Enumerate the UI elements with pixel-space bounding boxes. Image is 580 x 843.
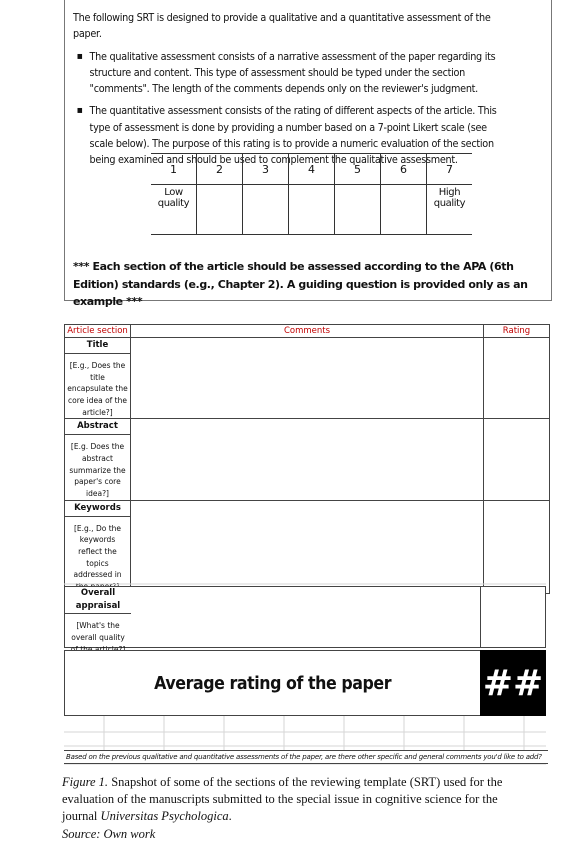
comments-cell[interactable] <box>131 338 484 419</box>
likert-point: 6 <box>381 154 427 185</box>
section-title: Keywords <box>65 501 130 517</box>
assessment-header-row <box>65 325 550 338</box>
section-guide: [E.g. Does the abstract summarize the paper's core idea?] <box>69 442 126 498</box>
appraisal-panel <box>64 582 546 767</box>
header-comments: Comments <box>131 325 484 338</box>
likert-point: 3 <box>243 154 289 185</box>
final-comments-question: Based on the previous qualitative and quantitative assessments of the paper, are there other specific and general comments you'd like to add? <box>64 750 548 764</box>
section-title: Title <box>65 338 130 354</box>
section-guide: [E.g., Do the keywords reflect the topics addressed in <box>73 523 122 580</box>
overall-appraisal-guide: [What's the overall quality <box>71 621 125 642</box>
overall-comments-cell[interactable] <box>131 586 480 648</box>
overall-appraisal-title: Overall appraisal <box>65 587 131 614</box>
section-guide: [E.g., Does the title encapsulate the core idea of the article?] <box>67 361 128 417</box>
section-title: Abstract <box>65 419 130 435</box>
figure-label: Figure 1. <box>62 775 109 789</box>
figure-source: Source: Own work <box>62 826 156 841</box>
table-row <box>65 500 550 593</box>
likert-point: 4 <box>289 154 335 185</box>
instructions-intro: The following SRT is designed to provide a qualitative and a quantitative assessment of the paper. <box>73 12 491 41</box>
bullet-qualitative: ▪ The qualitative assessment consists of a narrative assessment of the paper regarding its structure and content. This type of assessment should be typed under the section "comments". The length of the comments depends only on the reviewer's judgment. <box>90 49 506 98</box>
header-rating: Rating <box>484 325 550 338</box>
instructions-text <box>73 10 505 174</box>
table-row <box>65 419 550 500</box>
likert-labels-row <box>151 185 472 235</box>
rating-cell[interactable] <box>484 500 550 593</box>
overall-rating-cell[interactable] <box>480 586 546 648</box>
likert-low-label: Low quality <box>151 185 197 235</box>
rating-cell[interactable] <box>484 419 550 500</box>
caption-text <box>62 774 530 825</box>
rating-cell[interactable] <box>484 338 550 419</box>
average-rating-value: ## <box>480 650 546 716</box>
comments-cell[interactable] <box>131 500 484 593</box>
overall-appraisal-cell <box>64 586 132 648</box>
apa-note: *** Each section of the article should be assessed according to the APA (6th Edition) standards (e.g., Chapter 2). A guiding question is provided only as an example *** <box>73 260 528 309</box>
likert-scale-table <box>151 153 472 235</box>
assessment-table <box>64 324 550 594</box>
instructions-bullets <box>73 49 505 169</box>
section-cell <box>65 338 131 419</box>
section-cell <box>65 500 131 593</box>
table-row <box>65 338 550 419</box>
caption-body: Snapshot of some of the sections of the reviewing template (SRT) used for the evaluation of the manuscripts submitted to the special issue in cognitive science for the journal <box>62 775 503 823</box>
caption-end: . <box>228 808 232 823</box>
average-rating-label: Average rating of the paper <box>154 672 392 694</box>
section-cell <box>65 419 131 500</box>
journal-name: Universitas Psychologica <box>100 808 229 823</box>
average-rating-cell <box>64 650 482 716</box>
likert-points-row <box>151 154 472 185</box>
likert-point: 7 <box>427 154 473 185</box>
likert-high-label: High quality <box>427 185 473 235</box>
instructions-panel <box>64 0 552 309</box>
comments-cell[interactable] <box>131 419 484 500</box>
assessment-table-panel <box>64 324 549 594</box>
likert-point: 1 <box>151 154 197 185</box>
bullet-quantitative: ▪ The quantitative assessment consists of the rating of different aspects of the article. This type of assessment is done by providing a number based on a 7-point Likert scale (see scale below). The purpose of this rating is to provide a numeric evaluation of the section being examined and should be used to complement the qualitative assessment. <box>90 103 506 168</box>
header-article-section: Article section <box>65 325 131 338</box>
likert-point: 5 <box>335 154 381 185</box>
figure-caption <box>62 774 530 843</box>
likert-point: 2 <box>197 154 243 185</box>
